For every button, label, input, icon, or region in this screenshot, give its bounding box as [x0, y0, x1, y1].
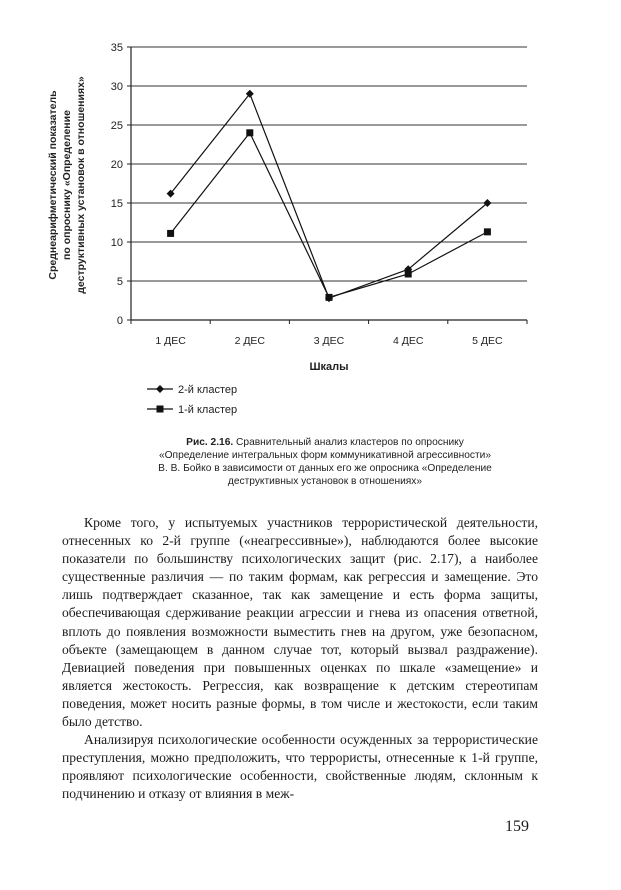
caption-line-4: деструктивных установок в отношениях» [227, 476, 423, 487]
data-point [405, 270, 412, 277]
legend-marker [157, 406, 164, 413]
y-axis-label-line-2: по опроснику «Определение [61, 110, 73, 260]
x-tick-label: 1 ДЕС [155, 335, 186, 347]
y-tick-label: 25 [110, 120, 123, 132]
legend-item [147, 384, 237, 396]
y-tick-label: 10 [110, 237, 123, 249]
data-point [246, 129, 253, 136]
y-tick-label: 15 [110, 198, 123, 210]
series-line [171, 133, 488, 298]
y-axis-label-line-3: деструктивных установок в отношениях» [75, 76, 87, 294]
series-layer [167, 90, 492, 302]
x-tick-label: 4 ДЕС [392, 335, 424, 347]
figure-caption [80, 436, 570, 488]
series-line [171, 94, 488, 298]
y-axis-label-line-1: Среднеарифметический показатель [47, 90, 59, 280]
series-1 [167, 90, 492, 302]
legend-item [147, 404, 237, 416]
y-tick-label: 0 [116, 315, 123, 327]
caption-line-1-text: Сравнительный анализ кластеров по опроснику [236, 437, 464, 448]
y-tick-label: 5 [116, 276, 123, 288]
series-2 [167, 129, 491, 301]
axes [131, 47, 527, 324]
caption-line-1 [80, 436, 570, 449]
x-tick-labels [155, 335, 503, 347]
line-chart [0, 0, 621, 430]
gridlines [127, 47, 527, 320]
caption-line-3: В. В. Бойко в зависимости от данных его же опросника «Определение [158, 463, 492, 474]
y-tick-label: 20 [110, 159, 123, 171]
caption-line-2: «Определение интегральных форм коммуникативной агрессивности» [158, 450, 492, 461]
legend [147, 384, 237, 416]
caption-number: Рис. 2.16. [186, 437, 234, 448]
x-tick-label: 5 ДЕС [472, 335, 503, 347]
data-point [484, 228, 491, 235]
legend-marker [156, 385, 164, 393]
legend-label: 2-й кластер [178, 384, 238, 396]
y-tick-label: 30 [110, 81, 123, 93]
y-axis-label [47, 76, 87, 294]
body-text [62, 514, 538, 804]
data-point [326, 294, 333, 301]
x-axis-label: Шкалы [309, 361, 349, 373]
x-tick-label: 2 ДЕС [234, 335, 266, 347]
paragraph-1: Кроме того, у испытуемых участников террористической деятельности, отнесенных ко 2-й группе («неагрессивные»), наблюдаются более высокие показатели по большинству психологических защит (рис. 2.17), а наиболее существенные различия — по таким формам, как регрессия и замещение. Это лишь подтверждает сказанное, так как замещение и есть форма защиты, обеспечивающая сдерживание реакции агрессии и гнева из опасения ответной, вплоть до появления возможности выместить гнев на другом, уже безопасном, объекте (замещающем в данном случае тот, который вызвал раздражение). Девиацией поведения при повышенных оценках по шкале «замещение» и является жестокость. Регрессия, как возвращение к детским стереотипам поведения, может носить разные формы, в том числе и жестокости, если таким было детство. [62, 515, 538, 730]
x-tick-label: 3 ДЕС [313, 335, 345, 347]
legend-label: 1-й кластер [178, 404, 238, 416]
paragraph-2: Анализируя психологические особенности осужденных за террористические преступления, можно предположить, что террористы, отнесенные к 1-й группе, проявляют психологические особенности, свойственные людям, склонным к подчинению и отказу от влияния в меж- [62, 732, 538, 802]
data-point [167, 230, 174, 237]
page-number: 159 [505, 818, 529, 835]
y-tick-labels [111, 42, 123, 327]
y-tick-label: 35 [110, 42, 123, 54]
